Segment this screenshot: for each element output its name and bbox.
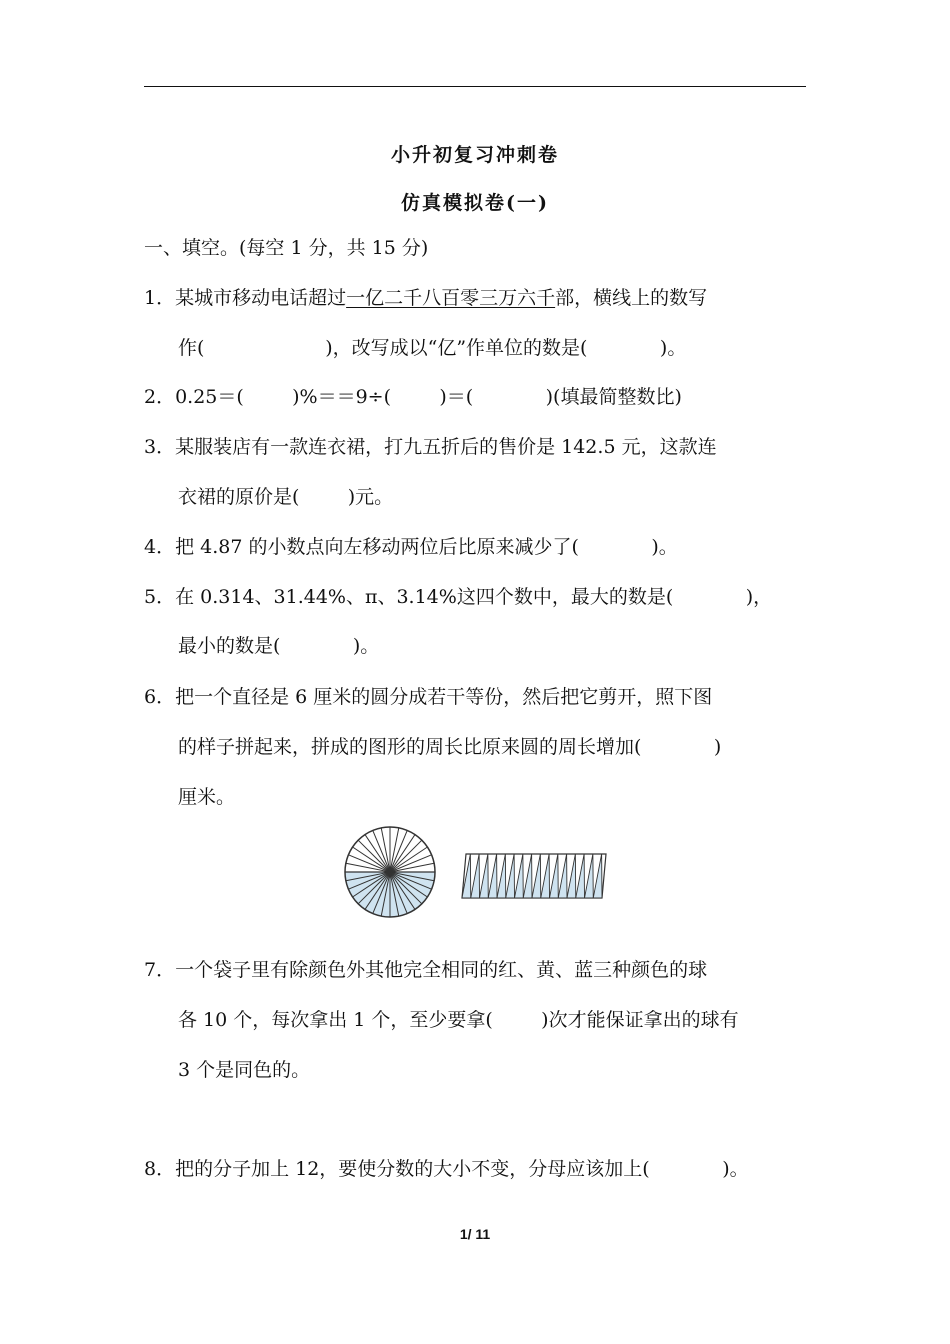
question-7-line-1	[144, 958, 707, 982]
question-6-line-1	[144, 685, 712, 709]
question-text: 把 4.87 的小数点向左移动两位后比原来减少了( )。	[175, 536, 678, 558]
question-6-line-2: 的样子拼起来，拼成的图形的周长比原来圆的周长增加( )	[178, 736, 722, 758]
circle-rearrangement-figure	[340, 822, 620, 922]
question-number: 2．	[144, 386, 176, 408]
circle-radius	[358, 840, 390, 872]
question-8	[144, 1157, 749, 1181]
question-text: 0.25＝( )%＝＝9÷( )＝( )(填最简整数比)	[175, 386, 682, 408]
question-number: 7．	[144, 959, 176, 981]
question-text: 一个袋子里有除颜色外其他完全相同的红、黄、蓝三种颜色的球	[175, 959, 708, 981]
question-5-line-2: 最小的数是( )。	[178, 635, 380, 657]
question-4	[144, 535, 678, 559]
question-2	[144, 385, 682, 409]
question-text: 把一个直径是 6 厘米的圆分成若干等份，然后把它剪开，照下图	[175, 686, 713, 708]
question-7-line-3: 3 个是同色的。	[178, 1059, 311, 1081]
question-3-line-1	[144, 435, 717, 459]
question-1-line-2: 作( )，改写成以“亿”作单位的数是( )。	[178, 337, 687, 359]
sectored-circle	[345, 827, 435, 917]
question-number: 1．	[144, 287, 176, 309]
question-7-line-2: 各 10 个，每次拿出 1 个，至少要拿( )次才能保证拿出的球有	[178, 1009, 739, 1031]
question-text: 某城市移动电话超过	[175, 287, 347, 309]
paper-subtitle: 仿真模拟卷(一)	[401, 192, 549, 214]
question-text: 在 0.314、31.44%、π、3.14%这四个数中，最大的数是( )，	[175, 586, 773, 608]
question-number: 5．	[144, 586, 176, 608]
question-3-line-2: 衣裙的原价是( )元。	[178, 486, 394, 508]
paper-title: 小升初复习冲刺卷	[390, 144, 559, 166]
circle-radius	[390, 840, 422, 872]
underlined-number: 一亿二千八百零三万六千	[346, 287, 556, 309]
section-heading: 一、填空。(每空 1 分，共 15 分)	[144, 237, 429, 259]
question-number: 6．	[144, 686, 176, 708]
question-text: 部，横线上的数写	[555, 287, 708, 309]
question-number: 4．	[144, 536, 176, 558]
question-number: 8．	[144, 1158, 176, 1180]
page-number: 1/ 11	[459, 1226, 491, 1242]
question-number: 3．	[144, 436, 176, 458]
question-5-line-1	[144, 585, 772, 609]
question-6-line-3: 厘米。	[178, 786, 236, 808]
top-rule	[144, 86, 806, 87]
question-text: 某服装店有一款连衣裙，打九五折后的售价是 142.5 元，这款连	[175, 436, 717, 458]
question-text: 把的分子加上 12，要使分数的大小不变，分母应该加上( )。	[175, 1158, 749, 1180]
question-1-line-1	[144, 286, 707, 310]
rearranged-strip	[462, 854, 606, 898]
